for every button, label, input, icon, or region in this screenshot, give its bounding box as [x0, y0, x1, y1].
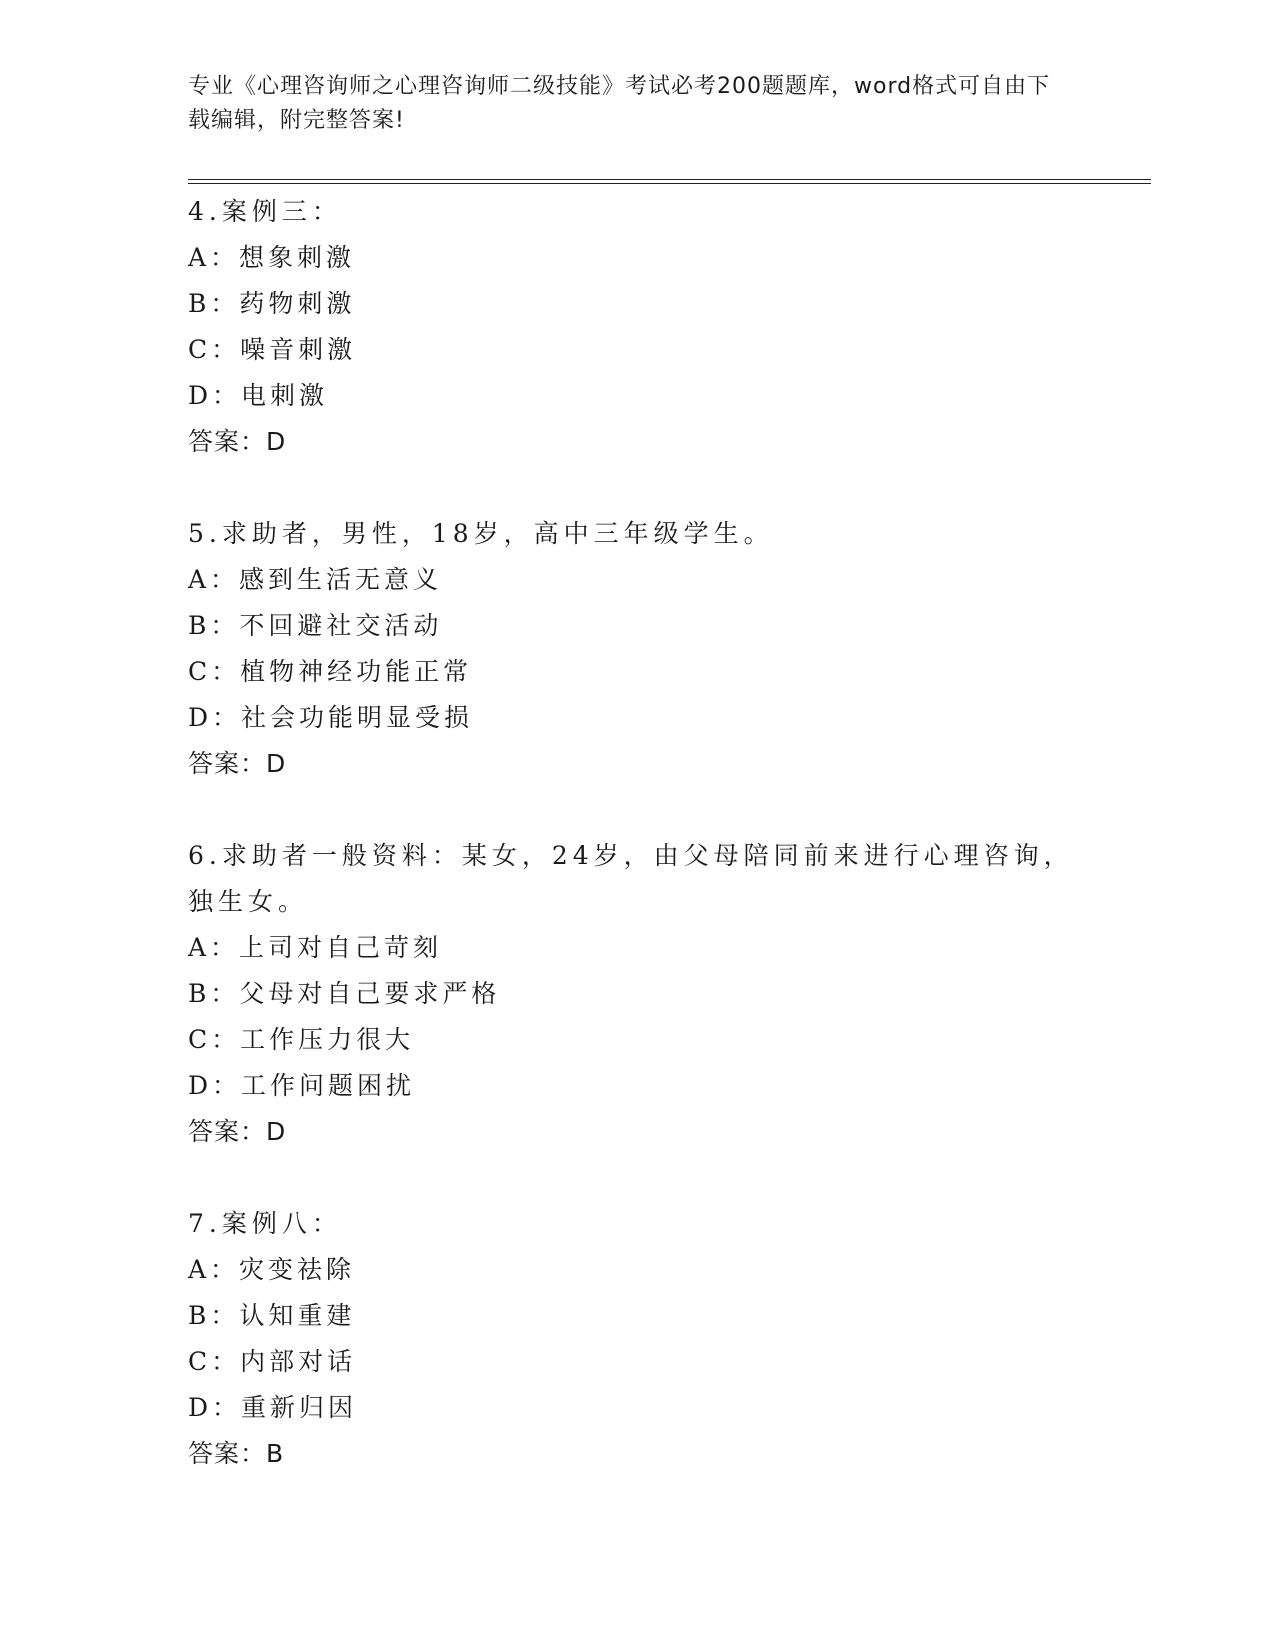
answer-line: 答案：D — [188, 427, 287, 456]
option-c: C：内部对话 — [188, 1347, 357, 1376]
question-stem: 4.案例三： — [188, 197, 342, 226]
option-b: B：不回避社交活动 — [188, 611, 443, 640]
question-5 — [188, 511, 1088, 787]
answer-line: 答案：D — [188, 1117, 287, 1146]
header-rule-top — [188, 179, 1151, 180]
option-c: C：噪音刺激 — [188, 335, 357, 364]
question-4 — [188, 189, 1088, 465]
document-header: 专业《心理咨询师之心理咨询师二级技能》考试必考200题题库，word格式可自由下载编辑，附完整答案! — [188, 74, 1051, 133]
question-6 — [188, 833, 1088, 1155]
option-c: C：工作压力很大 — [188, 1025, 415, 1054]
question-stem: 6.求助者一般资料：某女，24岁，由父母陪同前来进行心理咨询，独生女。 — [188, 841, 1074, 916]
option-d: D：电刺激 — [188, 381, 329, 410]
option-d: D：工作问题困扰 — [188, 1071, 416, 1100]
option-c: C：植物神经功能正常 — [188, 657, 473, 686]
question-stem: 5.求助者，男性，18岁，高中三年级学生。 — [188, 519, 774, 548]
question-list — [188, 189, 1088, 1523]
option-b: B：认知重建 — [188, 1301, 356, 1330]
question-stem: 7.案例八： — [188, 1209, 342, 1238]
option-a: A：感到生活无意义 — [188, 565, 443, 594]
header-rule-bottom — [188, 183, 1151, 184]
option-b: B：父母对自己要求严格 — [188, 979, 501, 1008]
option-d: D：社会功能明显受损 — [188, 703, 474, 732]
answer-line: 答案：D — [188, 749, 287, 778]
answer-line: 答案：B — [188, 1439, 285, 1468]
option-a: A：想象刺激 — [188, 243, 356, 272]
option-a: A：灾变祛除 — [188, 1255, 356, 1284]
option-d: D：重新归因 — [188, 1393, 358, 1422]
option-b: B：药物刺激 — [188, 289, 356, 318]
question-7 — [188, 1201, 1088, 1477]
option-a: A：上司对自己苛刻 — [188, 933, 443, 962]
